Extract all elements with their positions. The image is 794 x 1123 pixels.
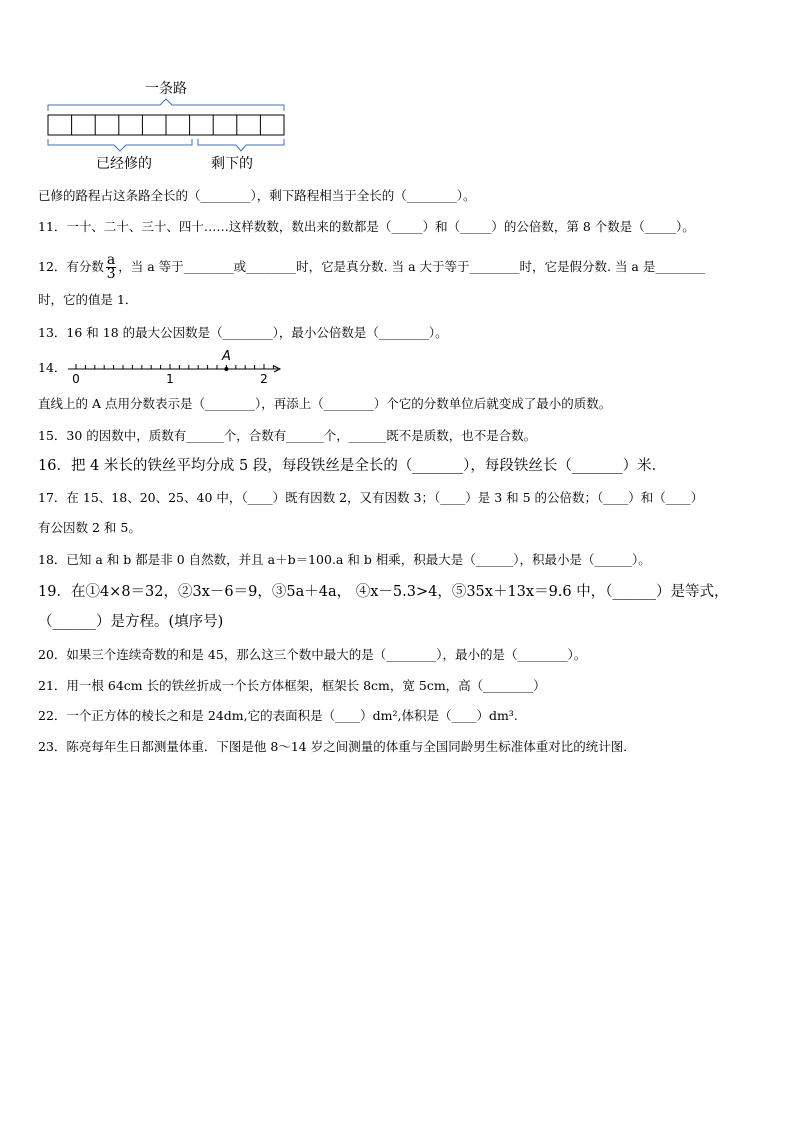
- q12-suffix: ，当 a 等于________或________时，它是真分数. 当 a 大于等于________时，它是假分数. 当 a 是________: [118, 259, 706, 274]
- question-23: 23．陈亮每年生日都测量体重．下图是他 8～14 岁之间测量的体重与全国同龄男生标准体重对比的统计图．: [38, 739, 636, 754]
- road-bar: [48, 115, 284, 135]
- question-13: 13．16 和 18 的最大公因数是（________），最小公倍数是（________）。: [38, 325, 448, 340]
- question-16: 16．把 4 米长的铁丝平均分成 5 段，每段铁丝是全长的（_______），每段铁丝长（_______）米．: [38, 458, 667, 474]
- question-19-line1: 19．在①4×8＝32，②3x－6＝9，③5a＋4a， ④x－5.3>4，⑤35x＋13x＝9.6 中，（______）是等式，: [38, 584, 729, 600]
- question-17-line2: 有公因数 2 和 5。: [38, 520, 141, 535]
- question-15: 15．30 的因数中，质数有______个，合数有______个，______既不是质数，也不是合数。: [38, 428, 537, 443]
- question-19-line2: （______）是方程。(填序号): [38, 614, 224, 630]
- point-a-marker: [224, 367, 228, 371]
- q12-numerator: a: [106, 252, 116, 268]
- number-line: [60, 345, 290, 387]
- question-14-text: 直线上的 A 点用分数表示是（________），再添上（________）个它的分数单位后就变成了最小的质数。: [38, 396, 612, 411]
- question-22: 22．一个正方体的棱长之和是 24dm,它的表面积是（____）dm²,体积是（____）dm³.: [38, 708, 518, 723]
- road-label-done: 已经修的: [96, 156, 152, 172]
- question-21: 21．用一根 64cm 长的铁丝折成一个长方体框架，框架长 8cm，宽 5cm，高（________）: [38, 678, 546, 693]
- q12-fraction: [106, 254, 116, 281]
- q12-denominator: 3: [106, 266, 116, 282]
- question-12-line2: 时，它的值是 1．: [38, 292, 138, 307]
- left-brace: [198, 139, 284, 151]
- question-17-line1: 17．在 15、18、20、25、40 中，（____）既有因数 2，又有因数 3；（____）是 3 和 5 的公倍数；（____）和（____）: [38, 490, 704, 505]
- done-brace: [48, 139, 192, 151]
- question-18: 18．已知 a 和 b 都是非 0 自然数，并且 a＋b＝100.a 和 b 相乘，积最大是（______），积最小是（______）。: [38, 552, 651, 567]
- question-10: 已修的路程占这条路全长的（________），剩下路程相当于全长的（________）。: [38, 188, 476, 203]
- number-line-label-0: 0: [72, 372, 80, 386]
- question-11: 11．一十、二十、三十、四十……这样数数，数出来的数都是（_____）和（_____）的公倍数，第 8 个数是（_____）。: [38, 219, 695, 234]
- top-brace: [48, 99, 284, 111]
- number-line-label-1: 1: [166, 372, 174, 386]
- number-line-label-2: 2: [260, 372, 268, 386]
- question-12: [38, 254, 705, 281]
- road-label-left: 剩下的: [211, 156, 253, 172]
- road-label-top: 一条路: [145, 81, 187, 97]
- number-line-ticks: [76, 364, 273, 369]
- question-14-number: 14．: [38, 360, 67, 375]
- point-a-label: A: [221, 349, 231, 364]
- question-20: 20．如果三个连续奇数的和是 45，那么这三个数中最大的是（________），最小的是（________）。: [38, 647, 587, 662]
- road-diagram: [40, 75, 300, 175]
- q12-prefix: 12．有分数: [38, 259, 104, 274]
